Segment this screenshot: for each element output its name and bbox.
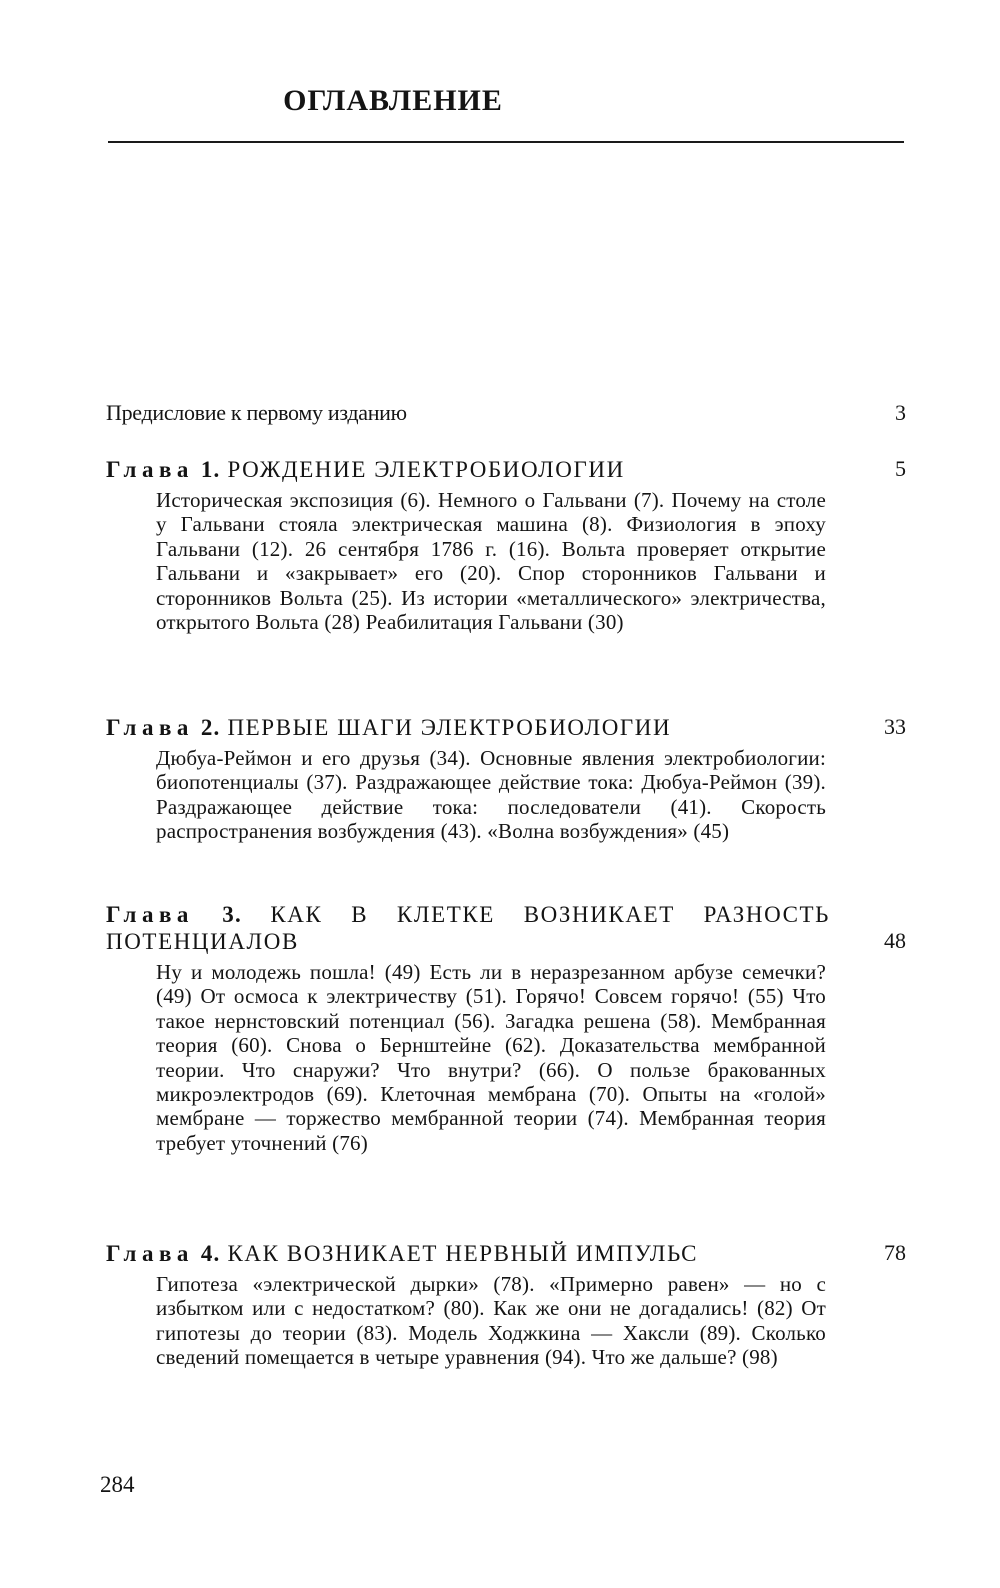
- folio-page-number: 284: [100, 1472, 135, 1497]
- page-title: ОГЛАВЛЕНИЕ: [283, 84, 503, 117]
- chapter-4-heading: [106, 1240, 830, 1267]
- chapter-3-number: 3.: [222, 902, 242, 927]
- chapter-3-contents: Ну и молодежь пошла! (49) Есть ли в неразрезанном арбузе семечки? (49) От осмоса к электричеству (51). Горячо! Совсем горячо! (55) Что такое нернстовский потенциал (56). Загадка решена (58). Мембранная теория (60). Снова о Бернштейне (62). Доказательства мембранной теории. Что снаружи? Что внутри? (66). О пользе бракованных микроэлектродов (69). Клеточная мембрана (70). Опыты на «голой» мембране — торжество мембранной теории (74). Мембранная теория требует уточнений (76): [156, 960, 826, 1155]
- chapter-2-label: Глава: [106, 715, 194, 740]
- chapter-1-page-number: 5: [895, 456, 906, 481]
- chapter-2-page-number: 33: [884, 714, 906, 739]
- chapter-3-heading: [106, 901, 830, 955]
- chapter-4-heading-row: [106, 1240, 906, 1267]
- chapter-4-page-number: 78: [884, 1240, 906, 1265]
- chapter-3-page-number: 48: [884, 928, 906, 953]
- chapter-1-contents: Историческая экспозиция (6). Немного о Гальвани (7). Почему на столе у Гальвани стояла электрическая машина (8). Физиология в эпоху Гальвани (12). 26 сентября 1786 г. (16). Вольта проверяет открытие Гальвани и «закрывает» его (20). Спор сторонников Гальвани и сторонников Вольта (25). Из истории «металлического» электричества, открытого Вольта (28) Реабилитация Гальвани (30): [156, 488, 826, 635]
- toc-entry-chapter-3: [106, 901, 906, 1155]
- chapter-2-heading-row: [106, 714, 906, 741]
- chapter-4-label: Глава: [106, 1241, 194, 1266]
- chapter-2-title: ПЕРВЫЕ ШАГИ ЭЛЕКТРОБИОЛОГИИ: [227, 715, 672, 740]
- preface-page-number: 3: [895, 400, 906, 425]
- chapter-4-contents: Гипотеза «электрической дырки» (78). «Примерно равен» — но с избытком или с недостатком? (80). Как же они не догадались! (82) От гипотезы до теории (83). Модель Ходжкина — Хаксли (89). Сколько сведений помещается в четыре уравнения (94). Что же дальше? (98): [156, 1272, 826, 1370]
- chapter-3-title: КАК В КЛЕТКЕ ВОЗНИКАЕТ РАЗНОСТЬ ПОТЕНЦИАЛОВ: [106, 902, 830, 954]
- chapter-3-heading-row: [106, 901, 906, 955]
- chapter-2-heading: [106, 714, 830, 741]
- chapter-1-heading-row: [106, 456, 906, 483]
- chapter-2-number: 2.: [200, 715, 221, 740]
- toc-entry-chapter-1: [106, 456, 906, 634]
- chapter-1-label: Глава: [106, 457, 194, 482]
- chapter-4-number: 4.: [200, 1241, 221, 1266]
- chapter-1-title: РОЖДЕНИЕ ЭЛЕКТРОБИОЛОГИИ: [227, 457, 625, 482]
- chapter-3-label: Глава: [106, 902, 194, 927]
- chapter-1-heading: [106, 456, 830, 483]
- preface-title: Предисловие к первому изданию: [106, 400, 407, 425]
- toc-entry-preface: [106, 398, 906, 432]
- toc-entry-chapter-4: [106, 1240, 906, 1370]
- toc-entry-chapter-2: [106, 714, 906, 844]
- chapter-1-number: 1.: [200, 457, 221, 482]
- title-divider: [108, 141, 904, 143]
- chapter-2-contents: Дюбуа-Реймон и его друзья (34). Основные явления электробиологии: биопотенциалы (37). Раздражающее действие тока: Дюбуа-Реймон (39). Раздражающее действие тока: последователи (41). Скорость распространения возбуждения (43). «Волна возбуждения» (45): [156, 746, 826, 844]
- chapter-4-title: КАК ВОЗНИКАЕТ НЕРВНЫЙ ИМПУЛЬС: [227, 1241, 699, 1266]
